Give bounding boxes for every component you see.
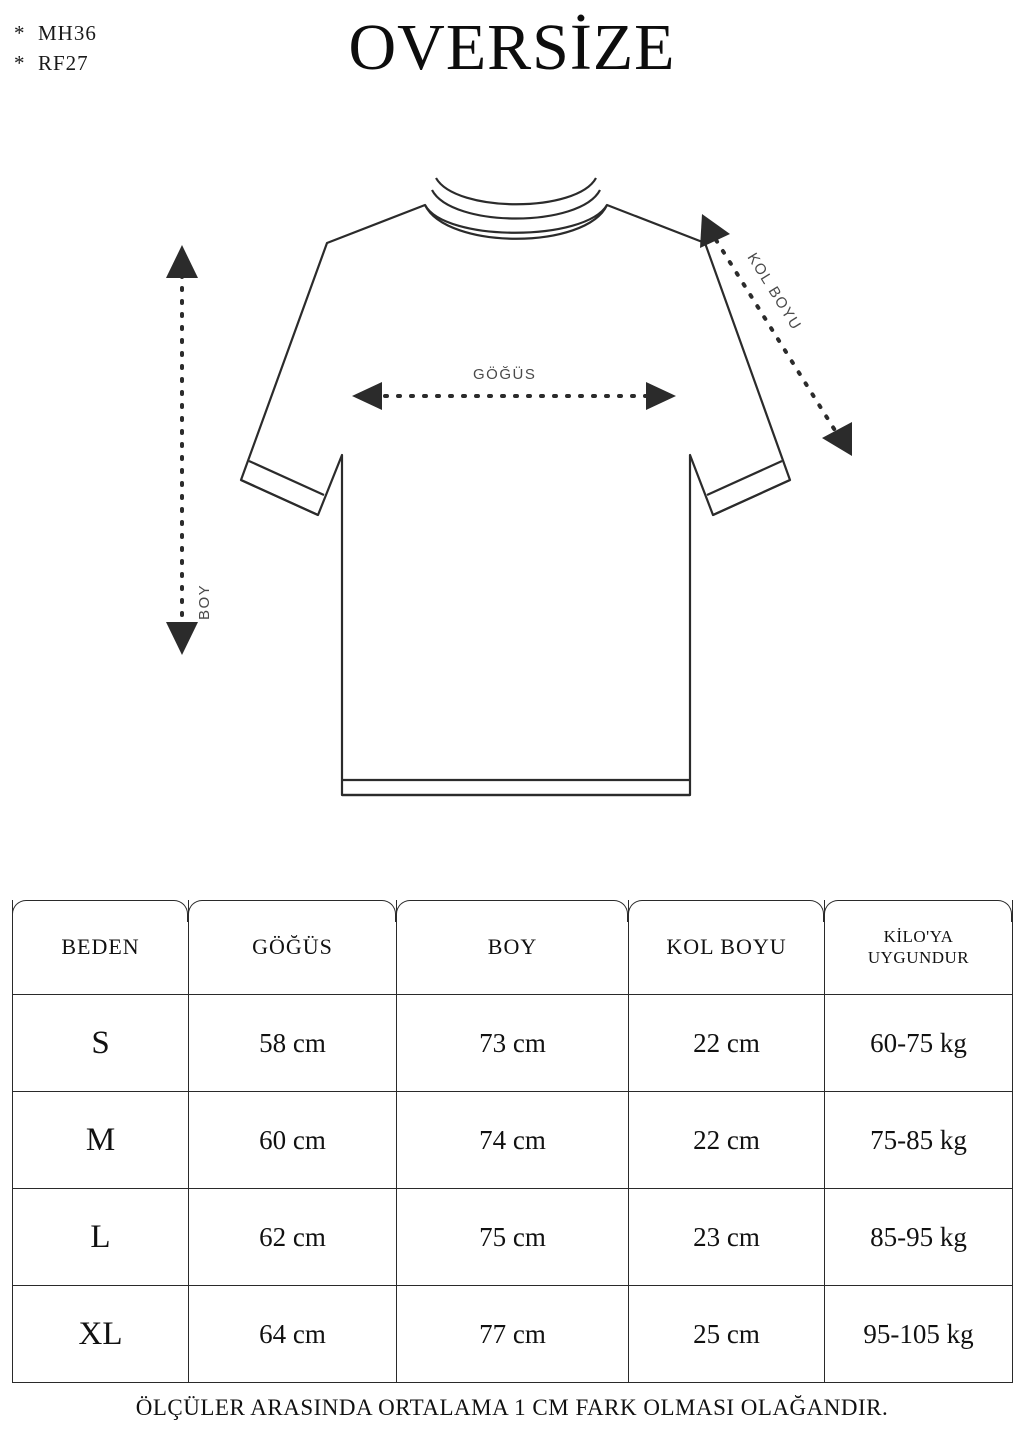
cell-weight: 85-95 kg xyxy=(825,1189,1013,1286)
cell-sleeve: 25 cm xyxy=(629,1286,825,1383)
cell-sleeve: 22 cm xyxy=(629,1092,825,1189)
cell-chest: 60 cm xyxy=(189,1092,397,1189)
col-header-kilo-line2: UYGUNDUR xyxy=(867,948,970,967)
cell-weight: 60-75 kg xyxy=(825,995,1013,1092)
cell-chest: 62 cm xyxy=(189,1189,397,1286)
table-row xyxy=(13,1189,1013,1286)
footnote: ÖLÇÜLER ARASINDA ORTALAMA 1 CM FARK OLMASI OLAĞANDIR. xyxy=(135,1395,889,1420)
sleeve-measure-arrow xyxy=(700,214,852,456)
cell-size: XL xyxy=(13,1286,189,1383)
product-code-2: * RF27 xyxy=(14,51,89,76)
cell-length: 77 cm xyxy=(397,1286,629,1383)
cell-size: S xyxy=(13,995,189,1092)
length-measure-arrow xyxy=(166,245,198,655)
col-header-beden: BEDEN xyxy=(13,900,189,995)
table-row xyxy=(13,1286,1013,1383)
size-table xyxy=(12,900,1013,1383)
cell-weight: 95-105 kg xyxy=(825,1286,1013,1383)
cell-chest: 64 cm xyxy=(189,1286,397,1383)
size-table-wrap xyxy=(12,900,1012,1383)
table-row xyxy=(13,995,1013,1092)
cell-size: M xyxy=(13,1092,189,1189)
cell-sleeve: 22 cm xyxy=(629,995,825,1092)
cell-length: 74 cm xyxy=(397,1092,629,1189)
cell-size: L xyxy=(13,1189,189,1286)
product-code-1: * MH36 xyxy=(14,21,97,45)
cell-length: 75 cm xyxy=(397,1189,629,1286)
table-row xyxy=(13,1092,1013,1189)
cell-length: 73 cm xyxy=(397,995,629,1092)
cell-sleeve: 23 cm xyxy=(629,1189,825,1286)
sleeve-label: KOL BOYU xyxy=(743,250,805,334)
col-header-kilo xyxy=(825,900,1013,995)
chest-label: GÖĞÜS xyxy=(473,366,537,383)
cell-weight: 75-85 kg xyxy=(825,1092,1013,1189)
col-header-gogus: GÖĞÜS xyxy=(189,900,397,995)
table-header-row xyxy=(13,900,1013,995)
cell-chest: 58 cm xyxy=(189,995,397,1092)
col-header-boy: BOY xyxy=(397,900,629,995)
chest-measure-arrow xyxy=(352,382,676,410)
col-header-kilo-line1: KİLO'YA xyxy=(883,926,954,946)
tshirt-diagram xyxy=(0,150,1024,890)
page-title: OVERSİZE xyxy=(348,11,676,84)
tshirt-illustration xyxy=(0,150,1024,890)
col-header-kol-boyu: KOL BOYU xyxy=(629,900,825,995)
length-label: BOY xyxy=(196,583,213,620)
